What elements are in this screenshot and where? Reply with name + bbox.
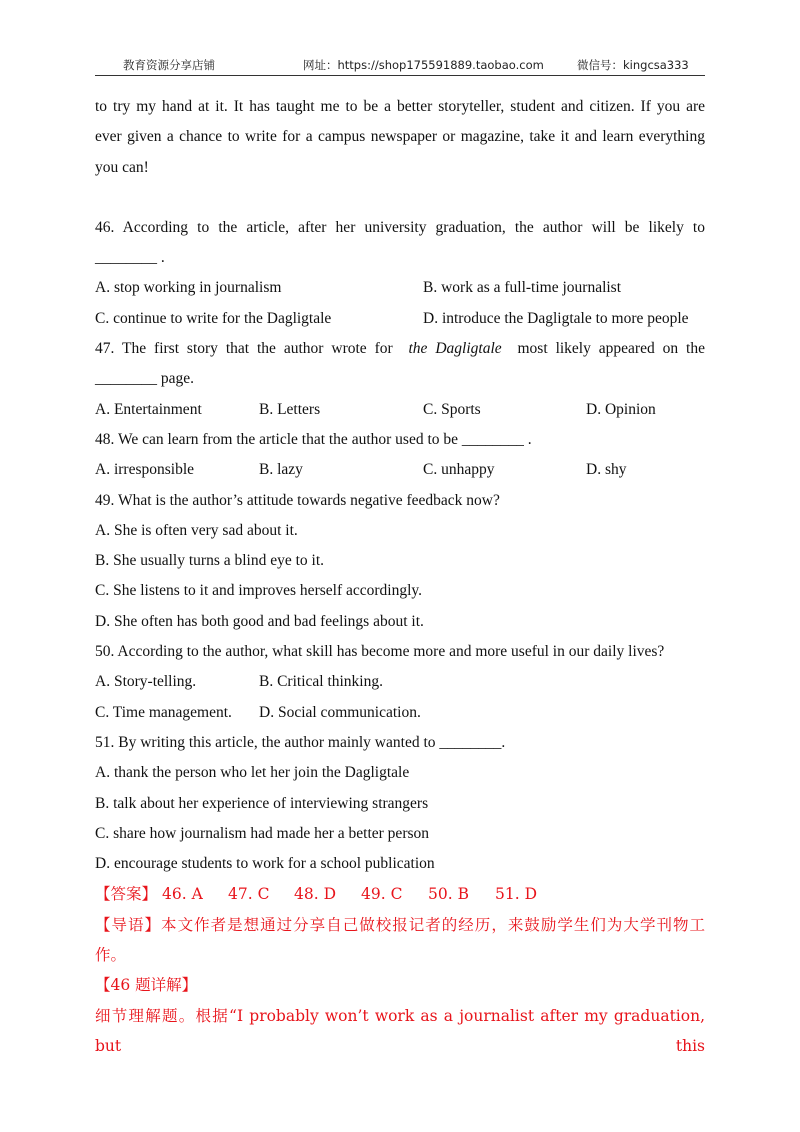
option-a: A. Story-telling.: [95, 673, 197, 691]
passage-line: to try my hand at it. It has taught me to be a better storyteller, student and citizen. If you are: [95, 98, 705, 115]
header-url: 网址：https://shop175591889.taobao.com: [303, 58, 544, 72]
question-47-stem: [95, 334, 705, 364]
newspaper-title: the Dagligtale: [408, 340, 502, 358]
question-47-options: [95, 395, 705, 425]
passage-line: you can!: [95, 158, 149, 176]
question-46-options-row1: [95, 273, 705, 303]
header-shop-name: 教育资源分享店铺: [123, 58, 215, 72]
question-46-stem: 46. According to the article, after her university graduation, the author will be likely to: [95, 218, 705, 236]
option-a: A. irresponsible: [95, 461, 195, 479]
passage-line: ever given a chance to write for a campus newspaper or magazine, take it and learn everything: [95, 128, 705, 146]
question-50-options-row2: [95, 698, 705, 728]
option-d: D. shy: [586, 461, 627, 479]
option-b: B. Critical thinking.: [259, 673, 383, 691]
answer-48: 48. D: [294, 885, 337, 904]
option-d: D. Social communication.: [259, 703, 421, 721]
option-c: C. share how journalism had made her a better person: [95, 824, 430, 842]
option-d: D. Opinion: [586, 400, 656, 418]
option-a: A. stop working in journalism: [95, 279, 282, 297]
option-a: A. thank the person who let her join the Dagligtale: [95, 764, 410, 782]
stem-pre: 47. The first story that the author wrote for: [95, 340, 393, 358]
answer-46: 46. A: [162, 885, 203, 904]
answer-50: 50. B: [428, 885, 469, 904]
question-48-stem: 48. We can learn from the article that the author used to be ________ .: [95, 430, 532, 448]
header-wechat: 微信号：kingcsa333: [577, 58, 689, 72]
answer-47: 47. C: [228, 885, 270, 904]
option-c: C. Sports: [423, 400, 481, 418]
document-body: [95, 92, 705, 1055]
answer-label: 【答案】: [95, 885, 158, 904]
answer-49: 49. C: [361, 885, 403, 904]
option-c: C. unhappy: [423, 461, 495, 479]
question-48-options: [95, 455, 705, 485]
question-46-options-row2: [95, 304, 705, 334]
option-c: C. She listens to it and improves herself accordingly.: [95, 582, 423, 600]
option-c: C. Time management.: [95, 703, 232, 721]
option-d: D. She often has both good and bad feelings about it.: [95, 612, 424, 630]
detail-heading: 【46 题详解】: [95, 976, 198, 995]
option-a: A. Entertainment: [95, 400, 202, 418]
option-d: D. introduce the Dagligtale to more people: [423, 309, 689, 327]
question-50-options-row1: [95, 667, 705, 697]
option-a: A. She is often very sad about it.: [95, 521, 298, 539]
answer-key: [95, 879, 705, 909]
guide-line: 【导语】本文作者是想通过分享自己做校报记者的经历，来鼓励学生们为大学刊物工: [95, 915, 705, 934]
detail-line: 细节理解题。根据“I probably won’t work as a journalist after my graduation, but this: [95, 1006, 705, 1055]
option-b: B. talk about her experience of interviewing strangers: [95, 794, 429, 812]
guide-line: 作。: [95, 946, 127, 965]
option-c: C. continue to write for the Dagligtale: [95, 309, 332, 327]
page-header: [95, 57, 705, 76]
question-49-stem: 49. What is the author’s attitude towards negative feedback now?: [95, 491, 500, 509]
option-b: B. She usually turns a blind eye to it.: [95, 552, 325, 570]
answer-51: 51. D: [495, 885, 538, 904]
question-46-blank: ________ .: [95, 249, 165, 267]
question-51-stem: 51. By writing this article, the author mainly wanted to ________.: [95, 733, 506, 751]
option-b: B. lazy: [259, 461, 303, 479]
question-47-blank: ________ page.: [95, 370, 195, 388]
option-d: D. encourage students to work for a school publication: [95, 855, 435, 873]
option-b: B. Letters: [259, 400, 321, 418]
question-50-stem: 50. According to the author, what skill has become more and more useful in our daily lives?: [95, 643, 665, 661]
stem-post: most likely appeared on the: [517, 340, 705, 358]
option-b: B. work as a full-time journalist: [423, 279, 622, 297]
